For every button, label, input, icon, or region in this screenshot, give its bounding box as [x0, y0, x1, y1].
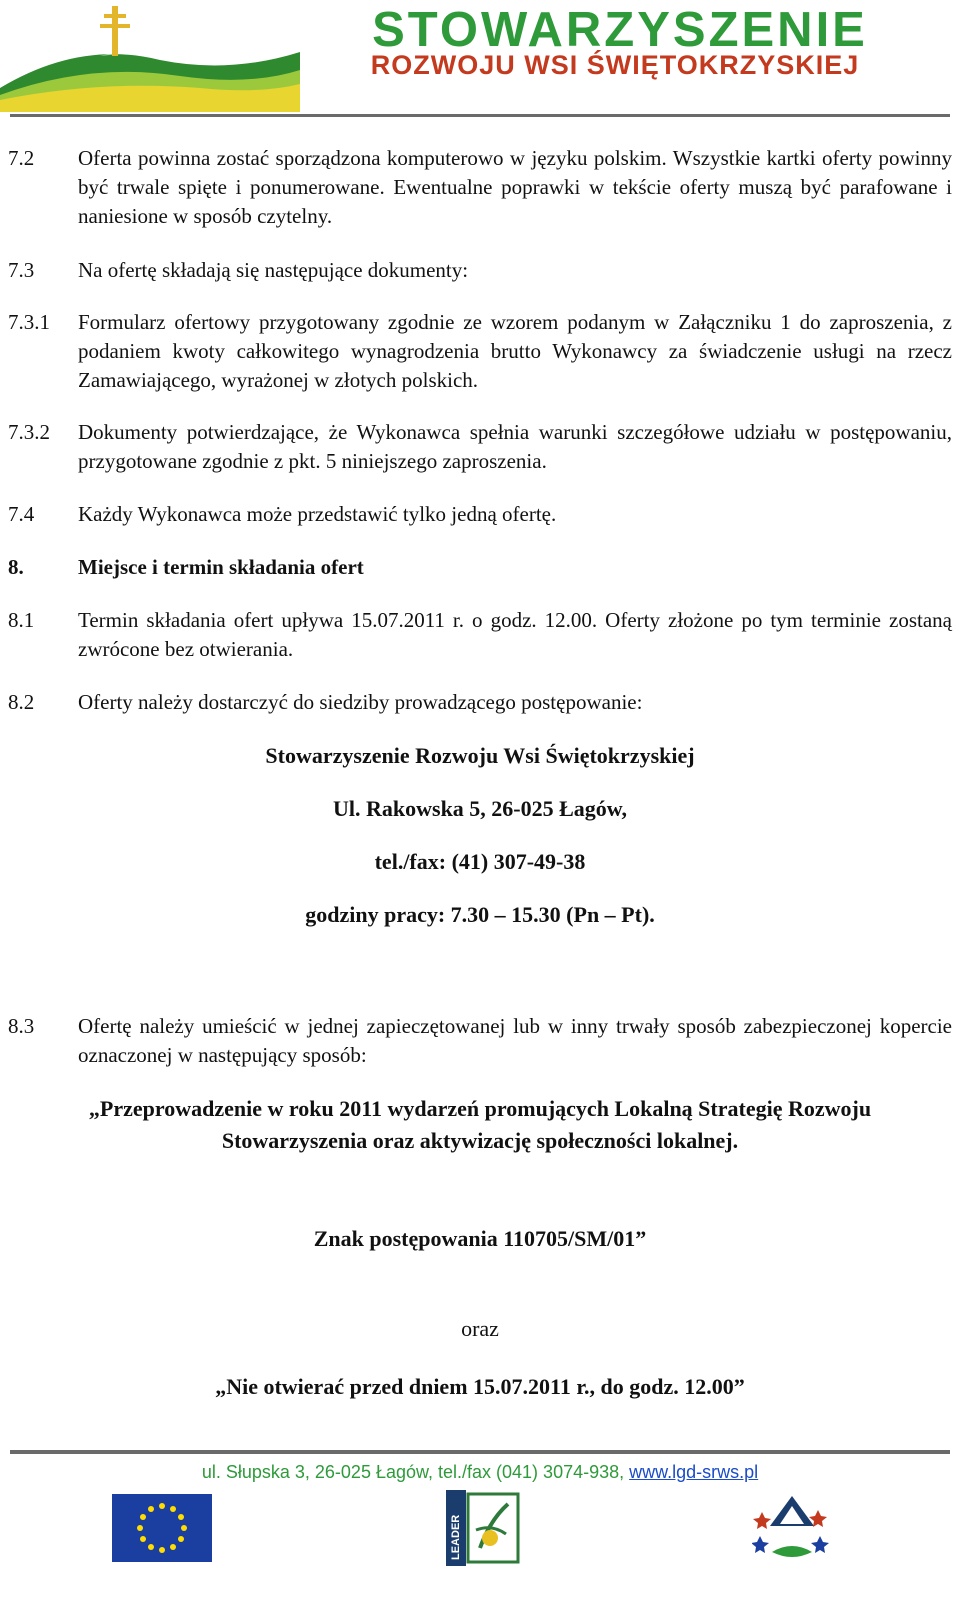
- envelope-conjunction: oraz: [461, 1316, 499, 1341]
- section-text: Oferty należy dostarczyć do siedziby prowadzącego postępowanie:: [78, 690, 643, 714]
- section-heading: Miejsce i termin składania ofert: [78, 555, 364, 579]
- section-number: 7.3.1: [8, 310, 50, 334]
- section-number: 8.1: [8, 608, 35, 632]
- section-number: 7.2: [8, 146, 35, 170]
- leader-label: LEADER: [450, 1514, 462, 1560]
- section-text: Oferta powinna zostać sporządzona komputerowo w języku polskim. Wszystkie kartki oferty powinny być trwale spięte i ponumerowane. Ewentualne poprawki w tekście oferty muszą być parafowane i naniesione w sposób czytelny.: [78, 146, 952, 228]
- double-cross-icon: [100, 6, 130, 56]
- page-header: [0, 0, 960, 118]
- envelope-warning: „Nie otwierać przed dniem 15.07.2011 r., do godz. 12.00”: [215, 1374, 745, 1399]
- envelope-reference: Znak postępowania 110705/SM/01”: [313, 1226, 647, 1251]
- section-text: Formularz ofertowy przygotowany zgodnie ze wzorem podanym w Załączniku 1 do zaproszenia, z podaniem kwoty całkowitego wynagrodzenia brutto Wykonawcy za świadczenie usługi na rzecz Zamawiającego, wyrażonej w złotych polskich.: [78, 310, 952, 392]
- section-number: 8.3: [8, 1014, 35, 1038]
- section-text: Termin składania ofert upływa 15.07.2011 r. o godz. 12.00. Oferty złożone po tym terminie zostaną zwrócone bez otwierania.: [78, 608, 952, 661]
- header-divider: [10, 114, 950, 117]
- section-number: 7.4: [8, 502, 35, 526]
- section-text: Każdy Wykonawca może przedstawić tylko jedną ofertę.: [78, 502, 557, 526]
- address-hours: godziny pracy: 7.30 – 15.30 (Pn – Pt).: [305, 902, 655, 927]
- leader-logo-icon: [446, 1490, 520, 1566]
- envelope-title-line1: „Przeprowadzenie w roku 2011 wydarzeń promujących Lokalną Strategię Rozwoju: [88, 1096, 872, 1121]
- section-number: 7.3: [8, 258, 35, 282]
- section-number: 8.2: [8, 690, 35, 714]
- org-subtitle: ROZWOJU WSI ŚWIĘTOKRZYSKIEJ: [370, 50, 860, 80]
- address-street: Ul. Rakowska 5, 26-025 Łagów,: [333, 796, 627, 821]
- footer-address-text: ul. Słupska 3, 26-025 Łagów, tel./fax (041) 3074-938,: [201, 1462, 630, 1482]
- section-text: Dokumenty potwierdzające, że Wykonawca spełnia warunki szczegółowe udziału w postępowaniu, przygotowane zgodnie z pkt. 5 niniejszego zaproszenia.: [78, 420, 952, 473]
- regional-emblem-icon: [752, 1492, 832, 1564]
- footer-website-link[interactable]: www.lgd-srws.pl: [629, 1462, 759, 1482]
- address-name: Stowarzyszenie Rozwoju Wsi Świętokrzyskiej: [265, 743, 695, 768]
- envelope-title-line2: Stowarzyszenia oraz aktywizację społeczności lokalnej.: [221, 1128, 739, 1153]
- address-phone: tel./fax: (41) 307-49-38: [374, 849, 586, 874]
- section-text: Na ofertę składają się następujące dokumenty:: [78, 258, 469, 282]
- section-heading-number: 8.: [8, 555, 24, 579]
- footer-address: [0, 1462, 960, 1483]
- footer-divider: [10, 1450, 950, 1454]
- org-title: STOWARZYSZENIE: [372, 3, 868, 57]
- eu-flag-icon: [112, 1494, 212, 1562]
- section-text: Ofertę należy umieścić w jednej zapieczętowanej lub w inny trwały sposób zabezpieczonej kopercie oznaczonej w następujący sposób:: [78, 1014, 952, 1067]
- section-number: 7.3.2: [8, 420, 50, 444]
